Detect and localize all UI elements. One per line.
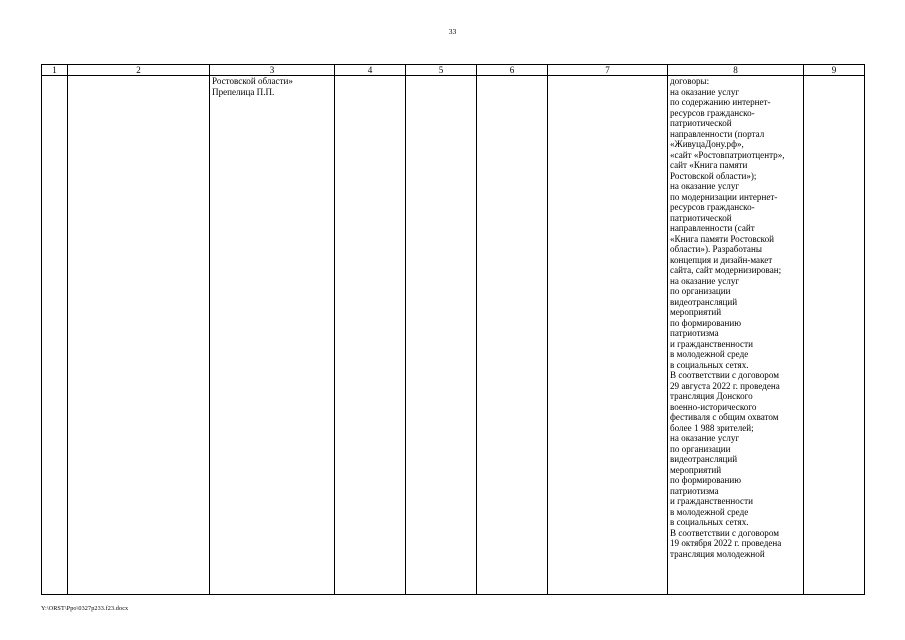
column-header-5: 5 [406,65,477,76]
table-row [42,76,865,595]
document-table [41,64,865,595]
column-header-3: 3 [210,65,335,76]
table-cell-7 [548,76,668,595]
table-cell-5 [406,76,477,595]
column-header-2: 2 [68,65,210,76]
column-header-6: 6 [477,65,548,76]
table-cell-3 [210,76,335,595]
table-header-row [42,65,865,76]
column-header-9: 9 [804,65,865,76]
table-cell-9 [804,76,865,595]
table-cell-1 [42,76,68,595]
responsible-executor-text: Ростовской области» Препелица П.П. [212,76,293,97]
document-file-path: Y:\ORST\Ppo\0327p233.f23.docx [41,605,129,612]
table-cell-6 [477,76,548,595]
column-header-4: 4 [335,65,406,76]
table-cell-8 [668,76,804,595]
table-cell-2 [68,76,210,595]
column-header-7: 7 [548,65,668,76]
column-header-1: 1 [42,65,68,76]
table-cell-4 [335,76,406,595]
column-header-8: 8 [668,65,804,76]
results-description-text: договоры: на оказание услуг по содержанию интернет- ресурсов гражданско- патриотической направленности (портал «ЖивуцаДону.рф», «сайт «Ростовпатриотцентр», сайт «Книга памяти Ростовской области»); на оказание услуг по модернизации интернет- ресурсов гражданско- патриотической направленности (сайт «Книга памяти Ростовской области»). Разработаны концепция и дизайн-макет сайта, сайт модернизирован; на оказание услуг по организации видеотрансляций мероприятий по формированию патриотизма и гражданственности в молодежной среде в социальных сетях. В соответствии с договором 29 августа 2022 г. проведена трансляция Донского военно-исторического фестиваля с общим охватом более 1 988 зрителей; на оказание услуг по организации видеотрансляций мероприятий по формированию патриотизма и гражданственности в молодежной среде в социальных сетях. В соответствии с договором 19 октября 2022 г. проведена трансляция молодежной [670,76,785,559]
page-number: 33 [448,27,457,36]
